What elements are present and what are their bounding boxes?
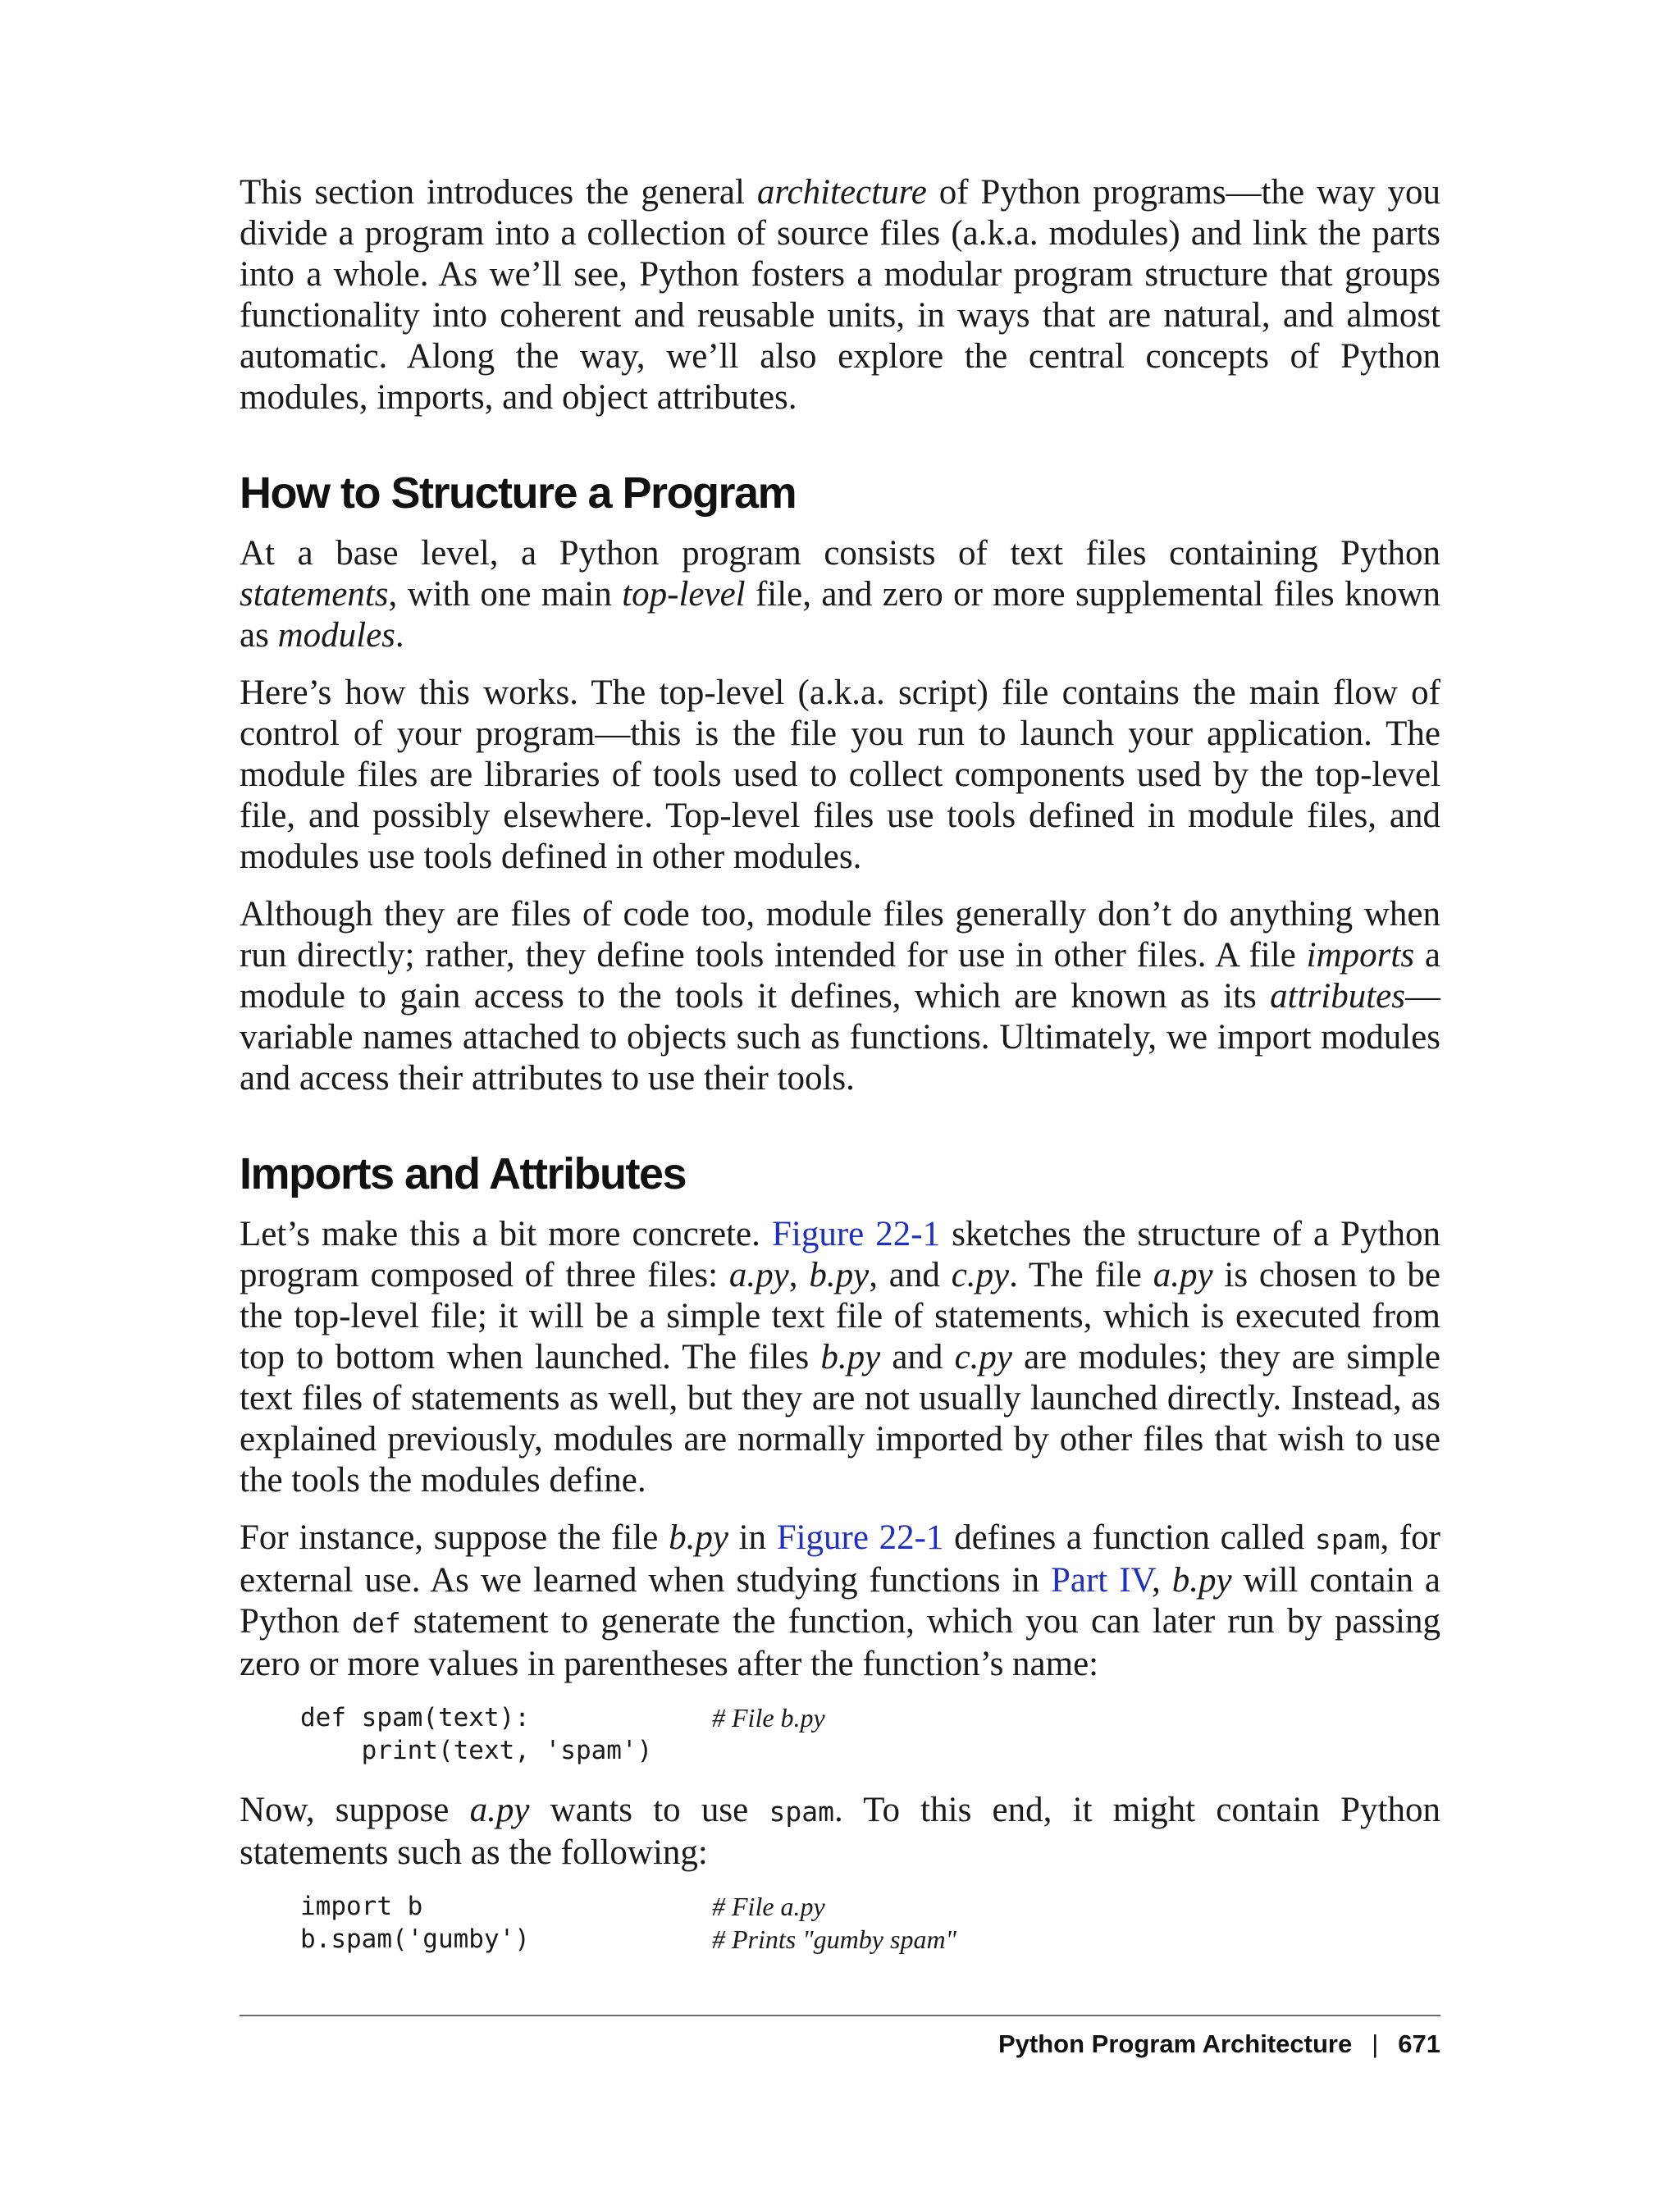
imports-paragraph-2: For instance, suppose the file b.py in Figure 22-1 defines a function called spam, for external use. As we learned when studying functions in Part IV, b.py will contain a Python def statement to generate the function, which you can later run by passing zero or more values in parentheses after the function’s name:: [240, 1518, 1441, 1683]
section-heading-structure: How to Structure a Program: [240, 468, 797, 518]
intro-paragraph: This section introduces the general architecture of Python programs—the way you divide a program into a collection of source files (a.k.a. modules) and link the parts into a whole. As we’ll see, Python fosters a modular program structure that groups functionality into coherent and reusable units, in ways that are natural, and almost automatic. Along the way, we’ll also explore the central concepts of Python modules, imports, and object attributes.: [240, 173, 1440, 417]
footer-rule: [240, 2015, 1440, 2016]
part-iv-link[interactable]: Part IV: [1050, 1561, 1153, 1600]
footer-separator: |: [1372, 2029, 1379, 2058]
structure-paragraph-1: At a base level, a Python program consists of text files containing Python statements, with one main top-level file, and zero or more supplemental files known as modules.: [240, 534, 1440, 655]
code-line: def spam(text): # File b.py: [300, 1703, 825, 1732]
inline-code: spam: [1314, 1523, 1381, 1555]
structure-paragraph-3: Although they are files of code too, module files generally don’t do anything when run directly; rather, they define tools intended for use in other files. A file imports a module to gain access to the tools it defines, which are known as its attributes—variable names attached to objects such as functions. Ultimately, we import modules and access their attributes to use their tools.: [240, 895, 1441, 1098]
code-block-a-py: [300, 1890, 1440, 1956]
page-number: 671: [1398, 2029, 1440, 2058]
page-footer: [998, 2029, 1440, 2059]
code-line: import b # File a.py: [300, 1892, 825, 1921]
figure-22-1-link[interactable]: Figure 22-1: [776, 1518, 944, 1557]
page-content: [240, 172, 1440, 1979]
structure-paragraph-2: Here’s how this works. The top-level (a.k.a. script) file contains the main flow of control of your program—this is the file you run to launch your application. The module files are libraries of tools used to collect components used by the top-level file, and possibly elsewhere. Top-level files use tools defined in module files, and modules use tools defined in other modules.: [240, 673, 1440, 876]
inline-code: spam: [769, 1796, 834, 1828]
inline-code: def: [352, 1607, 401, 1639]
imports-paragraph-1: Let’s make this a bit more concrete. Figure 22-1 sketches the structure of a Python program composed of three files: a.py, b.py, and c.py. The file a.py is chosen to be the top-level file; it will be a simple text file of statements, which is executed from top to bottom when launched. The files b.py and c.py are modules; they are simple text files of statements as well, but they are not usually launched directly. Instead, as explained previously, modules are normally imported by other files that wish to use the tools the modules define.: [240, 1215, 1441, 1500]
section-heading-imports: Imports and Attributes: [240, 1149, 687, 1198]
code-line: print(text, 'spam'): [300, 1736, 653, 1765]
running-title: Python Program Architecture: [998, 2029, 1353, 2058]
code-line: b.spam('gumby') # Prints "gumby spam": [300, 1924, 956, 1954]
figure-22-1-link[interactable]: Figure 22-1: [771, 1215, 941, 1253]
code-block-b-py: [300, 1701, 1440, 1767]
imports-paragraph-3: Now, suppose a.py wants to use spam. To this end, it might contain Python statements such as the following:: [240, 1791, 1440, 1872]
